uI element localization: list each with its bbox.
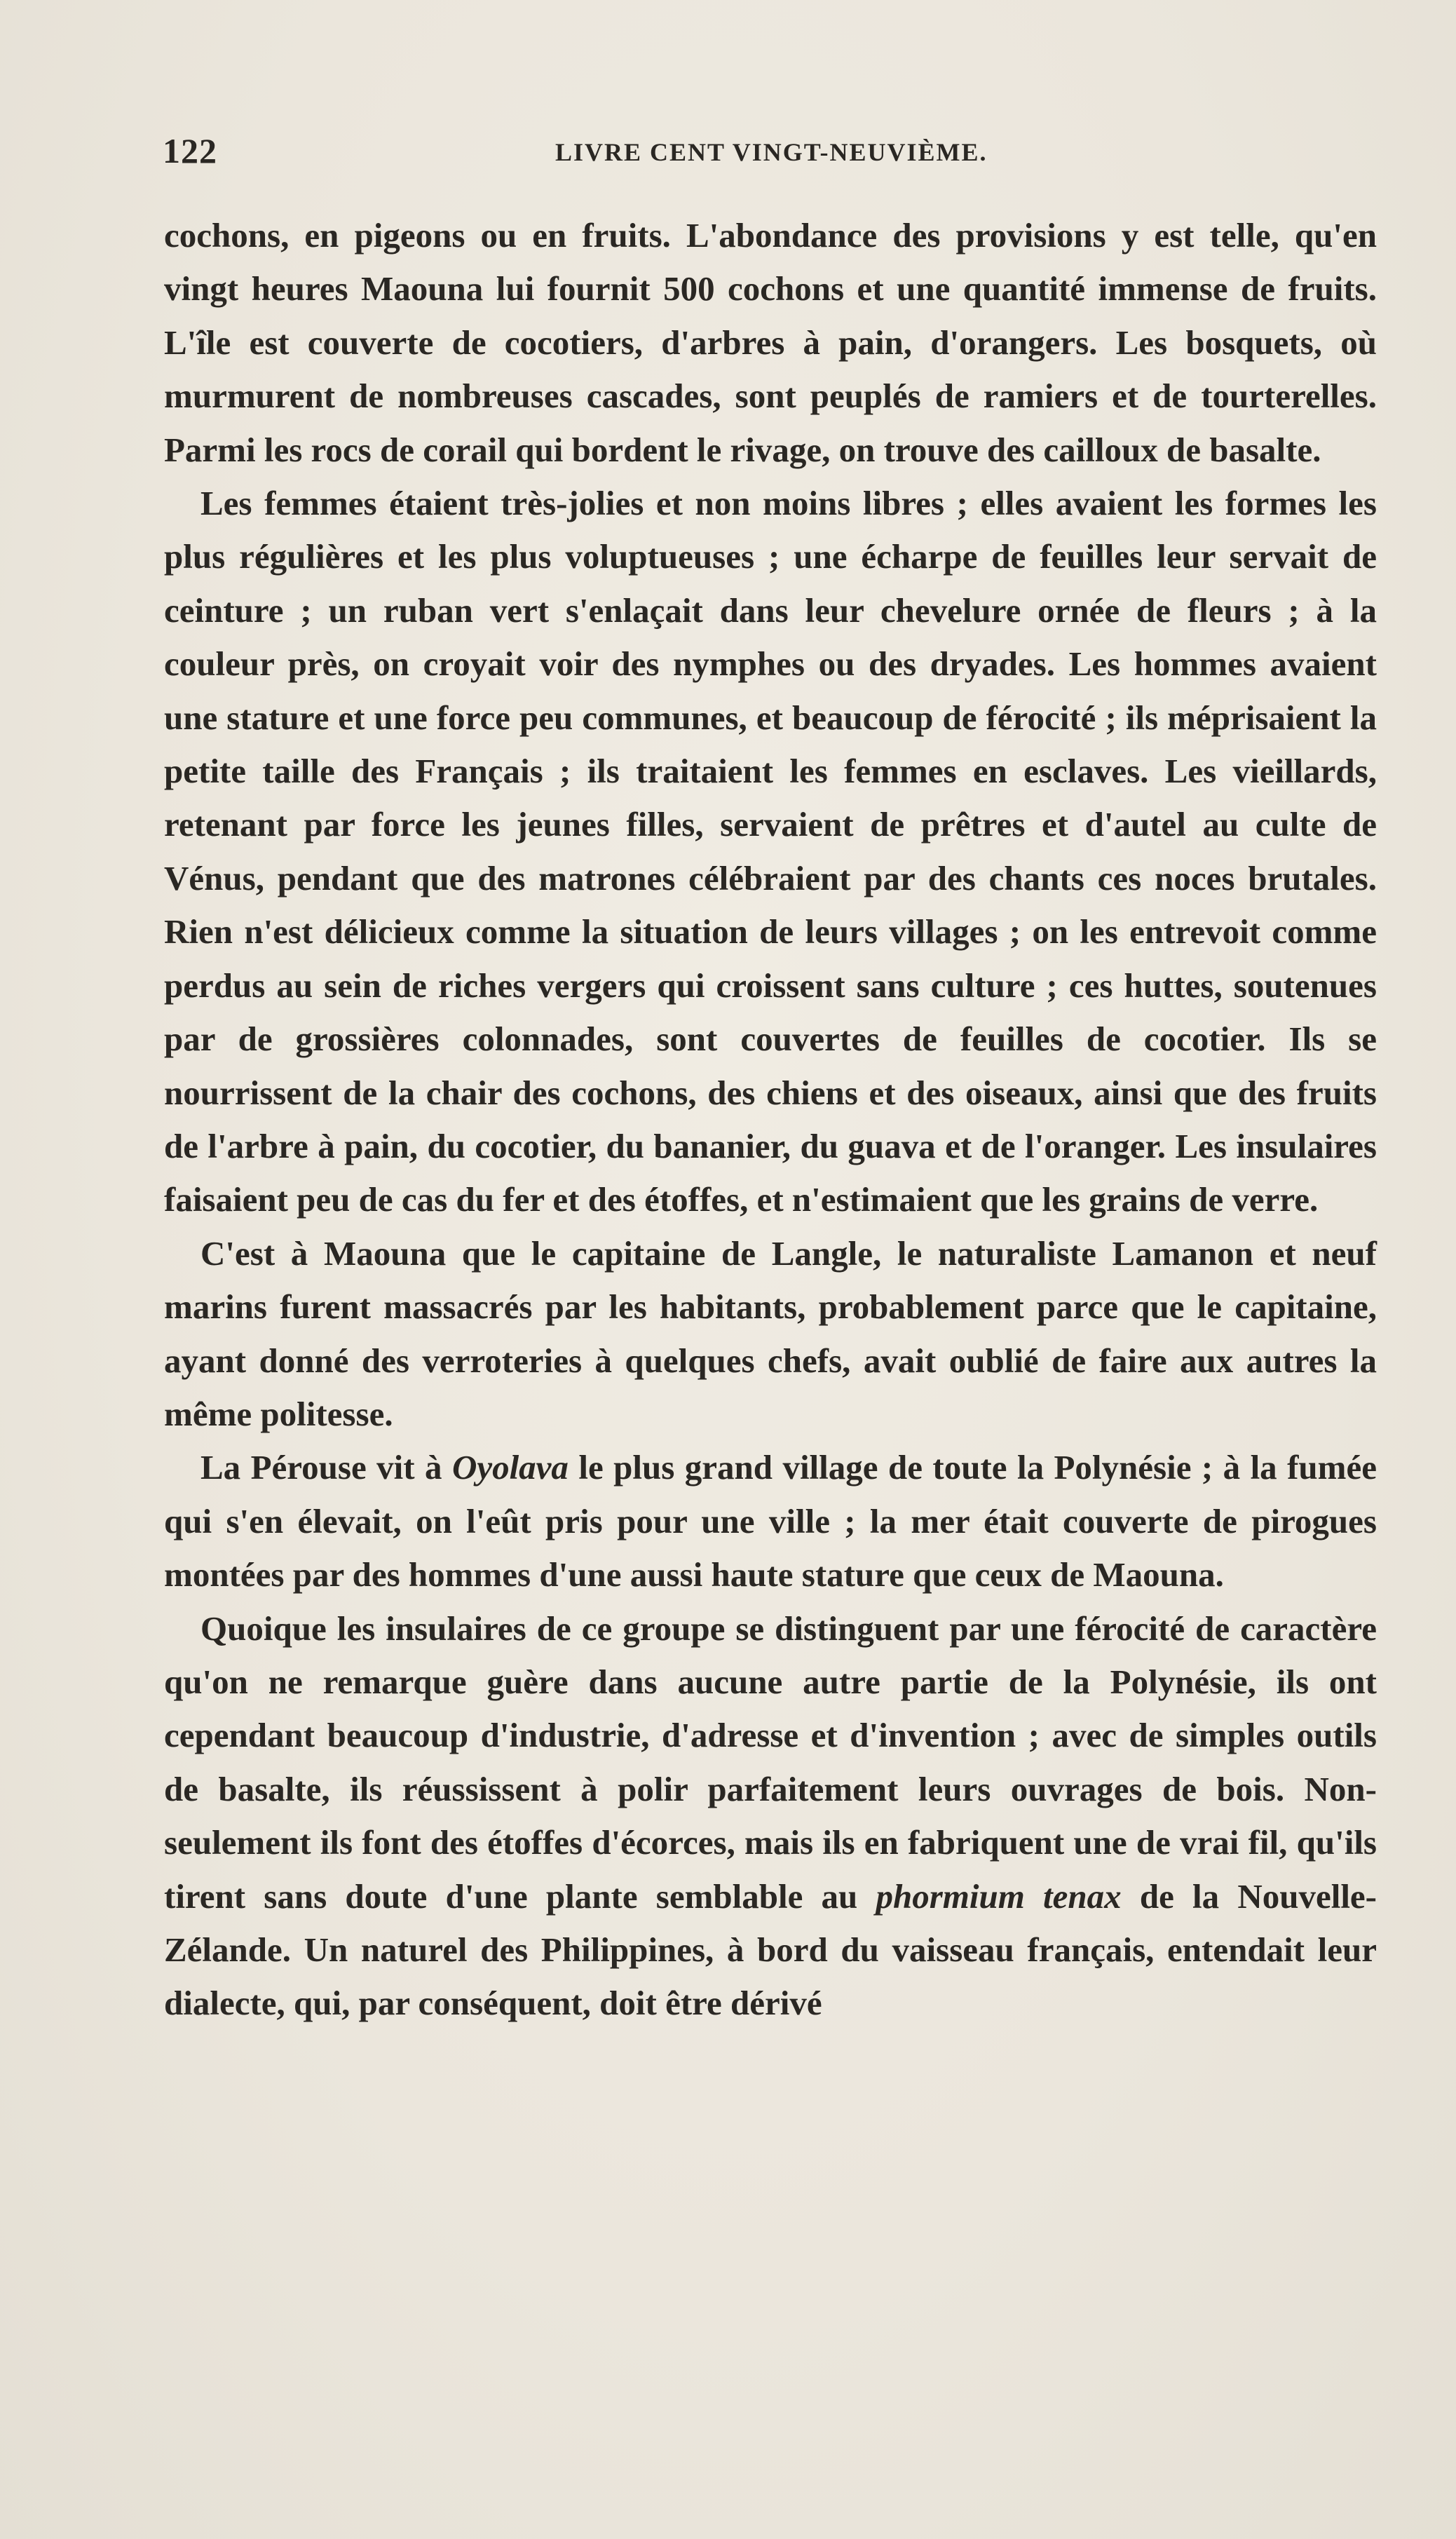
place-name-italic: Oyolava: [451, 1448, 569, 1487]
paragraph: cochons, en pigeons ou en fruits. L'abondance des provisions y est telle, qu'en vingt heures Maouna lui fournit 500 cochons et une quantité immense de fruits. L'île est couverte de cocotiers, d'arbres à pain, d'orangers. Les bosquets, où murmurent de nombreuses cascades, sont peuplés de ramiers et de tourterelles. Parmi les rocs de corail qui bordent le rivage, on trouve des cailloux de basalte.: [164, 216, 1377, 469]
paragraph: [164, 1602, 1377, 2031]
paragraph-text: Quoique les insulaires de ce groupe se distinguent par une férocité de caractère qu'on ne remarque guère dans aucune autre partie de la Polynésie, ils ont cependant beaucoup d'industrie, d'adresse et d'invention ; avec de simples outils de basalte, ils réussissent à polir parfaitement leurs ouvrages de bois. Non-seulement ils font des étoffes d'écorces, mais ils en fabriquent une de vrai fil, qu'ils tirent sans doute d'une plante semblable au: [164, 1609, 1377, 1916]
species-name-italic: phormium tenax: [876, 1876, 1122, 1916]
paragraph-text: le plus grand village de toute la Polynésie ; à la fumée qui s'en élevait, on l'eût pris pour une ville ; la mer était couverte de pirogues montées par des hommes d'une aussi haute stature que ceux de Maouna.: [164, 1448, 1377, 1595]
paragraph: C'est à Maouna que le capitaine de Langle, le naturaliste Lamanon et neuf marins furent massacrés par les habitants, probablement parce que le capitaine, ayant donné des verroteries à quelques chefs, avait oublié de faire aux autres la même politesse.: [164, 1233, 1377, 1433]
running-title: LIVRE CENT VINGT-NEUVIÈME.: [555, 138, 988, 166]
page-number: 122: [163, 131, 217, 170]
page-header: [163, 130, 1375, 180]
paragraph: Les femmes étaient très-jolies et non moins libres ; elles avaient les formes les plus régulières et les plus voluptueuses ; une écharpe de feuilles leur servait de ceinture ; un ruban vert s'enlaçait dans leur chevelure ornée de fleurs ; à la couleur près, on croyait voir des nymphes ou des dryades. Les hommes avaient une stature et une force peu communes, et beaucoup de férocité ; ils méprisaient la petite taille des Français ; ils traitaient les femmes en esclaves. Les vieillards, retenant par force les jeunes filles, servaient de prêtres et d'autel au culte de Vénus, pendant que des matrones célébraient par des chants ces noces brutales. Rien n'est délicieux comme la situation de leurs villages ; on les entrevoit comme perdus au sein de riches vergers qui croissent sans culture ; ces huttes, soutenues par de grossières colonnades, sont couvertes de feuilles de cocotier. Ils se nourrissent de la chair des cochons, des chiens et des oiseaux, ainsi que des fruits de l'arbre à pain, du cocotier, du bananier, du guava et de l'oranger. Les insulaires faisaient peu de cas du fer et des étoffes, et n'estimaient que les grains de verre.: [164, 484, 1377, 1219]
paragraph-text: La Pérouse vit à: [200, 1448, 452, 1487]
paragraph: [164, 1441, 1377, 1602]
body-text: [164, 209, 1377, 2031]
paragraph-text: de la Nouvelle-Zélande. Un naturel des Philippines, à bord du vaisseau français, entendait leur dialecte, qui, par conséquent, doit être dérivé: [164, 1876, 1377, 2023]
